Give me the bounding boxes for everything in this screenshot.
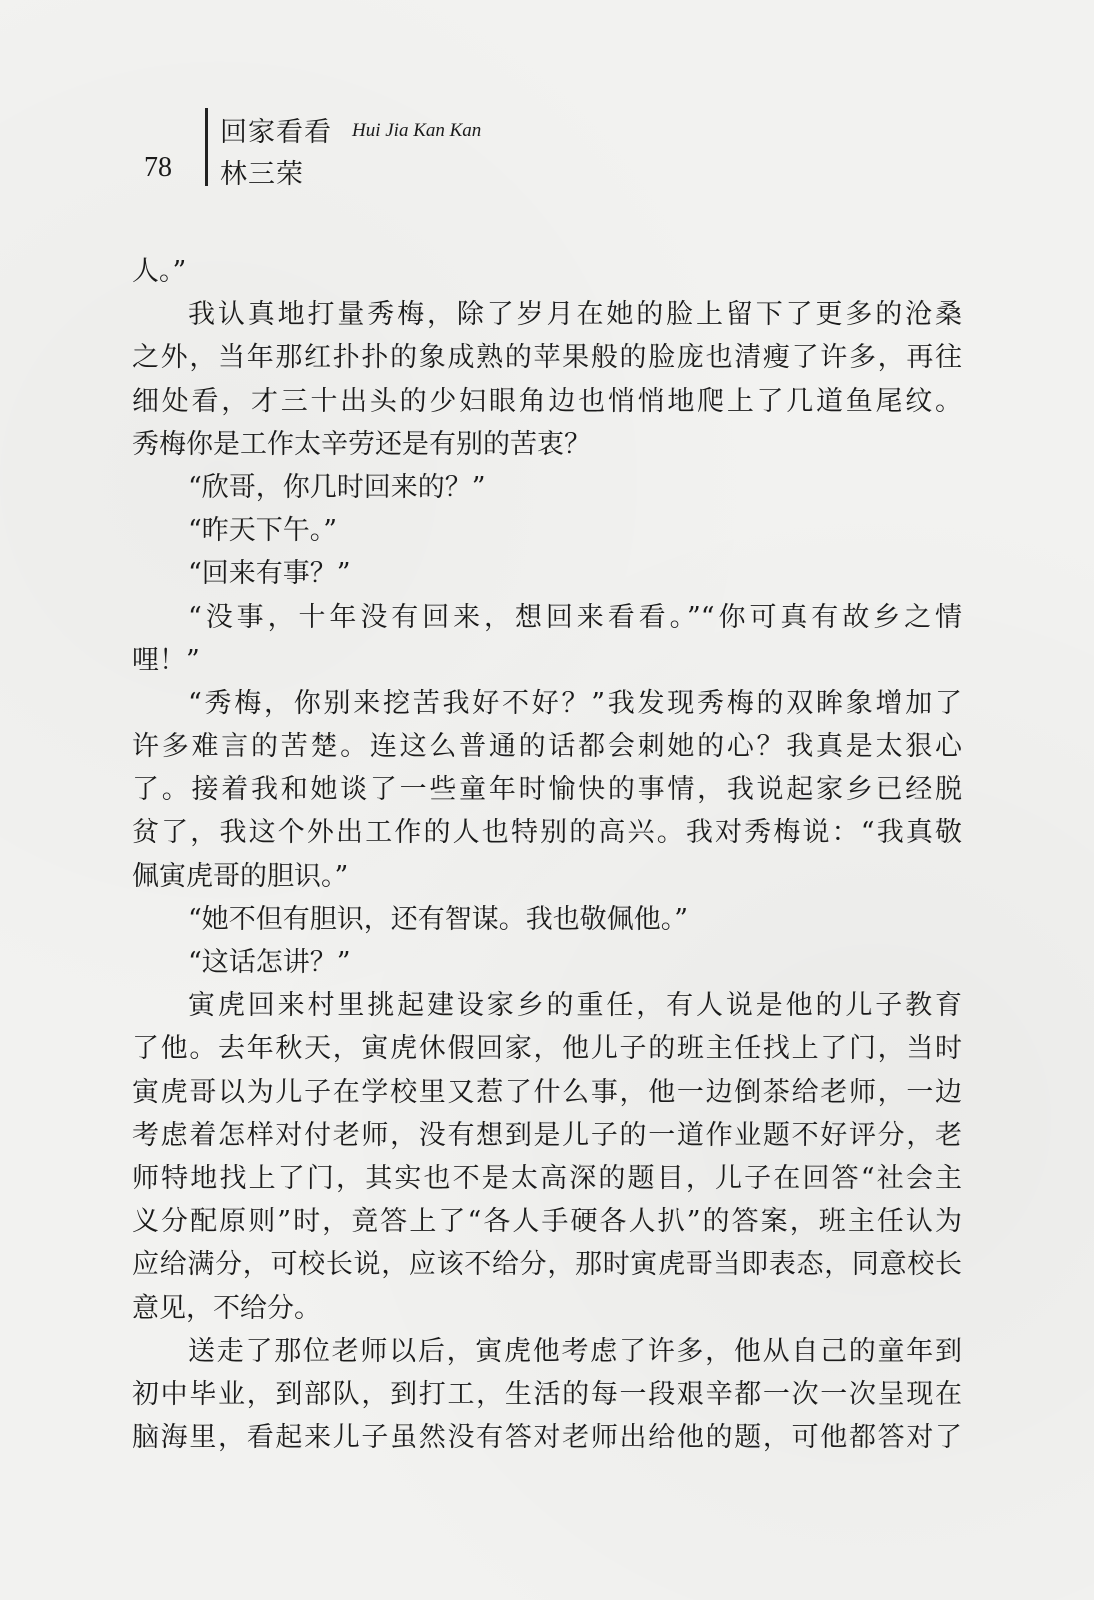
- text-line: “没事，十年没有回来，想回来看看。”“你可真有故乡之情: [188, 601, 962, 633]
- text-line: 哩！”: [132, 644, 200, 676]
- text-line: 初中毕业，到部队，到打工，生活的每一段艰辛都一次一次呈现在: [132, 1378, 962, 1410]
- text-line: 细处看，才三十出头的少妇眼角边也悄悄地爬上了几道鱼尾纹。: [132, 385, 962, 417]
- text-line: 寅虎回来村里挑起建设家乡的重任，有人说是他的儿子教育: [188, 990, 962, 1022]
- text-line: 了他。去年秋天，寅虎休假回家，他儿子的班主任找上了门，当时: [132, 1033, 962, 1065]
- header-divider: [205, 108, 208, 186]
- text-line: 义分配原则”时，竟答上了“各人手硬各人扒”的答案，班主任认为: [132, 1206, 962, 1238]
- text-line: 许多难言的苦楚。连这么普通的话都会刺她的心？我真是太狠心: [132, 731, 962, 763]
- text-line: “昨天下午。”: [188, 515, 338, 547]
- text-line: 佩寅虎哥的胆识。”: [132, 860, 349, 892]
- text-line: 应给满分，可校长说，应该不给分，那时寅虎哥当即表态，同意校长: [132, 1249, 962, 1281]
- text-line: “她不但有胆识，还有智谋。我也敬佩他。”: [188, 903, 689, 935]
- text-line: 意见，不给分。: [132, 1292, 321, 1324]
- body-text: [132, 250, 962, 1459]
- text-line: “这话怎讲？”: [188, 947, 351, 978]
- text-line: “秀梅，你别来挖苦我好不好？”我发现秀梅的双眸象增加了: [188, 687, 962, 719]
- text-line: 送走了那位老师以后，寅虎他考虑了许多，他从自己的童年到: [188, 1335, 962, 1367]
- text-line: “欣哥，你几时回来的？”: [188, 471, 486, 503]
- text-line: 考虑着怎样对付老师，没有想到是儿子的一道作业题不好评分，老: [132, 1119, 962, 1151]
- running-title-pinyin: Hui Jia Kan Kan: [352, 120, 482, 141]
- text-line: 贫了，我这个外出工作的人也特别的高兴。我对秀梅说：“我真敬: [132, 817, 962, 849]
- text-line: 了。接着我和她谈了一些童年时愉快的事情，我说起家乡已经脱: [132, 774, 962, 806]
- page-number: 78: [144, 152, 172, 183]
- page-header: [140, 108, 740, 198]
- text-line: 秀梅你是工作太辛劳还是有别的苦衷？: [132, 428, 591, 460]
- text-line: “回来有事？”: [188, 558, 351, 590]
- author-name: 林三荣: [220, 159, 304, 190]
- text-line: 我认真地打量秀梅，除了岁月在她的脸上留下了更多的沧桑: [188, 299, 962, 331]
- text-line: 脑海里，看起来儿子虽然没有答对老师出给他的题，可他都答对了: [132, 1422, 962, 1454]
- text-line: 师特地找上了门，其实也不是太高深的题目，儿子在回答“社会主: [132, 1162, 962, 1194]
- text-line: 之外，当年那红扑扑的象成熟的苹果般的脸庞也清瘦了许多，再往: [132, 342, 962, 374]
- text-line: 人。”: [132, 256, 187, 287]
- text-line: 寅虎哥以为儿子在学校里又惹了什么事，他一边倒茶给老师，一边: [132, 1076, 962, 1108]
- running-title: 回家看看: [220, 117, 332, 148]
